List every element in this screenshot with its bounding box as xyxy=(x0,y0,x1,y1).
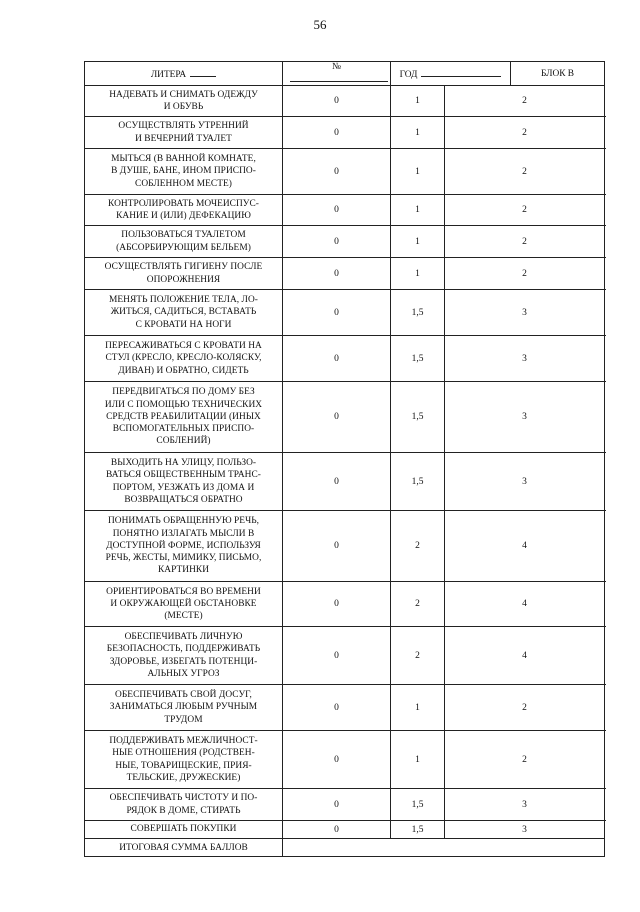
score-full[interactable]: 2 xyxy=(445,226,605,258)
table-row xyxy=(85,149,605,195)
total-row xyxy=(85,839,605,857)
activity-label: ОБЕСПЕЧИВАТЬ ЛИЧНУЮ БЕЗОПАСНОСТЬ, ПОДДЕРЖИВАТЬ ЗДОРОВЬЕ, ИЗБЕГАТЬ ПОТЕНЦИ- АЛЬНЫХ УГРОЗ xyxy=(85,627,283,685)
score-none[interactable]: 0 xyxy=(283,627,391,685)
score-none[interactable]: 0 xyxy=(283,290,391,336)
activity-label: КОНТРОЛИРОВАТЬ МОЧЕИСПУС- КАНИЕ И (ИЛИ) ДЕФЕКАЦИЮ xyxy=(85,195,283,226)
activity-label: МЫТЬСЯ (В ВАННОЙ КОМНАТЕ, В ДУШЕ, БАНЕ, ИНОМ ПРИСПО- СОБЛЕННОМ МЕСТЕ) xyxy=(85,149,283,195)
score-full[interactable]: 3 xyxy=(445,290,605,336)
score-none[interactable]: 0 xyxy=(283,821,391,839)
activity-label: ОРИЕНТИРОВАТЬСЯ ВО ВРЕМЕНИ И ОКРУЖАЮЩЕЙ ОБСТАНОВКЕ (МЕСТЕ) xyxy=(85,582,283,627)
activity-label: ОБЕСПЕЧИВАТЬ ЧИСТОТУ И ПО- РЯДОК В ДОМЕ, СТИРАТЬ xyxy=(85,789,283,821)
number-blank[interactable] xyxy=(290,72,388,82)
score-partial[interactable]: 1 xyxy=(391,86,445,117)
activity-label: ПЕРЕСАЖИВАТЬСЯ С КРОВАТИ НА СТУЛ (КРЕСЛО, КРЕСЛО-КОЛЯСКУ, ДИВАН) И ОБРАТНО, СИДЕТЬ xyxy=(85,336,283,382)
number-label: № xyxy=(332,62,341,72)
activity-label: ОСУЩЕСТВЛЯТЬ ГИГИЕНУ ПОСЛЕ ОПОРОЖНЕНИЯ xyxy=(85,258,283,290)
year-blank[interactable] xyxy=(421,67,501,77)
score-full[interactable]: 3 xyxy=(445,821,605,839)
activity-label: ОБЕСПЕЧИВАТЬ СВОЙ ДОСУГ, ЗАНИМАТЬСЯ ЛЮБЫМ РУЧНЫМ ТРУДОМ xyxy=(85,685,283,731)
score-full[interactable]: 2 xyxy=(445,117,605,149)
score-full[interactable]: 2 xyxy=(445,731,605,789)
year-field[interactable] xyxy=(391,62,511,86)
table-row xyxy=(85,336,605,382)
table-row xyxy=(85,382,605,453)
score-none[interactable]: 0 xyxy=(283,149,391,195)
score-partial[interactable]: 1 xyxy=(391,258,445,290)
score-partial[interactable]: 1,5 xyxy=(391,789,445,821)
score-none[interactable]: 0 xyxy=(283,195,391,226)
score-full[interactable]: 2 xyxy=(445,86,605,117)
litera-blank[interactable] xyxy=(190,67,216,77)
activity-label: СОВЕРШАТЬ ПОКУПКИ xyxy=(85,821,283,839)
score-none[interactable]: 0 xyxy=(283,86,391,117)
score-partial[interactable]: 1,5 xyxy=(391,290,445,336)
activity-label: МЕНЯТЬ ПОЛОЖЕНИЕ ТЕЛА, ЛО- ЖИТЬСЯ, САДИТЬСЯ, ВСТАВАТЬ С КРОВАТИ НА НОГИ xyxy=(85,290,283,336)
score-full[interactable]: 2 xyxy=(445,685,605,731)
assessment-table xyxy=(84,61,605,857)
table-row xyxy=(85,195,605,226)
score-full[interactable]: 4 xyxy=(445,582,605,627)
score-none[interactable]: 0 xyxy=(283,511,391,582)
score-full[interactable]: 3 xyxy=(445,453,605,511)
score-none[interactable]: 0 xyxy=(283,258,391,290)
table-row xyxy=(85,627,605,685)
score-partial[interactable]: 2 xyxy=(391,582,445,627)
table-row xyxy=(85,453,605,511)
score-none[interactable]: 0 xyxy=(283,382,391,453)
score-full[interactable]: 4 xyxy=(445,511,605,582)
litera-label: ЛИТЕРА xyxy=(150,70,187,80)
table-row xyxy=(85,290,605,336)
table-row xyxy=(85,685,605,731)
score-partial[interactable]: 1 xyxy=(391,226,445,258)
score-full[interactable]: 3 xyxy=(445,789,605,821)
score-full[interactable]: 2 xyxy=(445,149,605,195)
table-row xyxy=(85,789,605,821)
table-row xyxy=(85,511,605,582)
score-none[interactable]: 0 xyxy=(283,336,391,382)
score-partial[interactable]: 1,5 xyxy=(391,382,445,453)
activity-label: ПОДДЕРЖИВАТЬ МЕЖЛИЧНОСТ- НЫЕ ОТНОШЕНИЯ (РОДСТВЕН- НЫЕ, ТОВАРИЩЕСКИЕ, ПРИЯ- ТЕЛЬСКИЕ, ДРУЖЕСКИЕ) xyxy=(85,731,283,789)
number-field[interactable] xyxy=(283,62,391,86)
activity-label: НАДЕВАТЬ И СНИМАТЬ ОДЕЖДУ И ОБУВЬ xyxy=(85,86,283,117)
activity-label: ВЫХОДИТЬ НА УЛИЦУ, ПОЛЬЗО- ВАТЬСЯ ОБЩЕСТВЕННЫМ ТРАНС- ПОРТОМ, УЕЗЖАТЬ ИЗ ДОМА И ВОЗВРАЩАТЬСЯ ОБРАТНО xyxy=(85,453,283,511)
score-partial[interactable]: 1 xyxy=(391,685,445,731)
activity-label: ПЕРЕДВИГАТЬСЯ ПО ДОМУ БЕЗ ИЛИ С ПОМОЩЬЮ ТЕХНИЧЕСКИХ СРЕДСТВ РЕАБИЛИТАЦИИ (ИНЫХ ВСПОМОГАТЕЛЬНЫХ ПРИСПО- СОБЛЕНИЙ) xyxy=(85,382,283,453)
page-number: 56 xyxy=(313,17,327,32)
table-row xyxy=(85,86,605,117)
block-label: БЛОК В xyxy=(511,62,605,86)
score-none[interactable]: 0 xyxy=(283,789,391,821)
activity-label: ПОЛЬЗОВАТЬСЯ ТУАЛЕТОМ (АБСОРБИРУЮЩИМ БЕЛЬЕМ) xyxy=(85,226,283,258)
table-row xyxy=(85,226,605,258)
score-partial[interactable]: 1,5 xyxy=(391,453,445,511)
score-partial[interactable]: 2 xyxy=(391,511,445,582)
table-row xyxy=(85,582,605,627)
score-none[interactable]: 0 xyxy=(283,685,391,731)
total-value-field[interactable] xyxy=(283,839,605,857)
score-full[interactable]: 3 xyxy=(445,336,605,382)
table-row xyxy=(85,117,605,149)
year-label: ГОД xyxy=(399,70,418,80)
score-partial[interactable]: 1 xyxy=(391,117,445,149)
activity-label: ПОНИМАТЬ ОБРАЩЕННУЮ РЕЧЬ, ПОНЯТНО ИЗЛАГАТЬ МЫСЛИ В ДОСТУПНОЙ ФОРМЕ, ИСПОЛЬЗУЯ РЕЧЬ, ЖЕСТЫ, МИМИКУ, ПИСЬМО, КАРТИНКИ xyxy=(85,511,283,582)
score-full[interactable]: 4 xyxy=(445,627,605,685)
score-full[interactable]: 2 xyxy=(445,195,605,226)
score-partial[interactable]: 1 xyxy=(391,149,445,195)
score-none[interactable]: 0 xyxy=(283,453,391,511)
table-row xyxy=(85,731,605,789)
score-partial[interactable]: 1 xyxy=(391,731,445,789)
score-none[interactable]: 0 xyxy=(283,117,391,149)
total-label: ИТОГОВАЯ СУММА БАЛЛОВ xyxy=(85,839,283,857)
score-partial[interactable]: 1,5 xyxy=(391,336,445,382)
litera-field[interactable] xyxy=(85,62,283,86)
score-none[interactable]: 0 xyxy=(283,582,391,627)
score-full[interactable]: 3 xyxy=(445,382,605,453)
score-full[interactable]: 2 xyxy=(445,258,605,290)
score-partial[interactable]: 1,5 xyxy=(391,821,445,839)
score-none[interactable]: 0 xyxy=(283,226,391,258)
table-row xyxy=(85,821,605,839)
table-row xyxy=(85,258,605,290)
score-none[interactable]: 0 xyxy=(283,731,391,789)
score-partial[interactable]: 1 xyxy=(391,195,445,226)
activity-label: ОСУЩЕСТВЛЯТЬ УТРЕННИЙ И ВЕЧЕРНИЙ ТУАЛЕТ xyxy=(85,117,283,149)
header-row xyxy=(85,62,605,86)
score-partial[interactable]: 2 xyxy=(391,627,445,685)
